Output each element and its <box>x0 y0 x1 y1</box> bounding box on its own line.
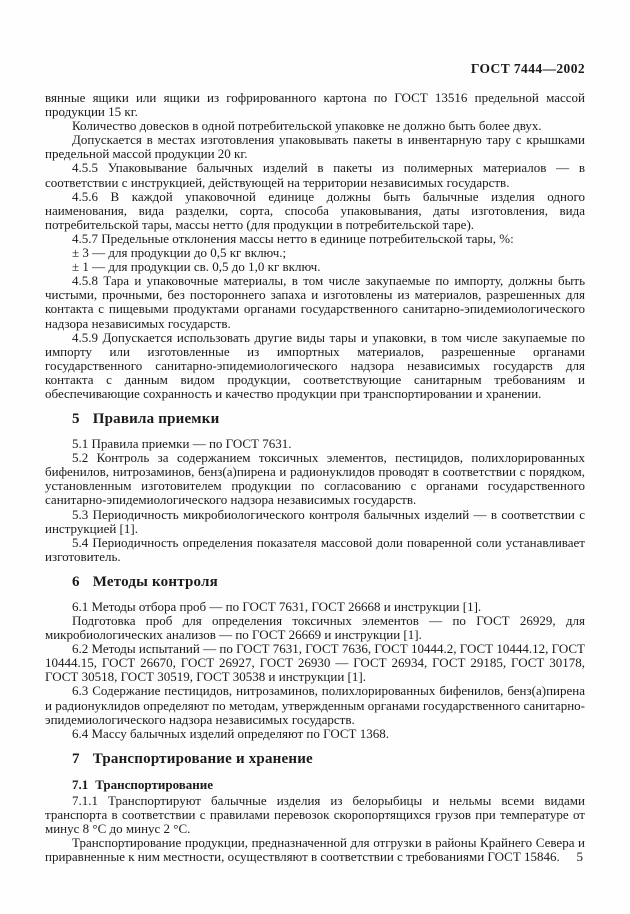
section-6-title: Методы контроля <box>92 573 218 590</box>
paragraph: Количество довесков в одной потребительской упаковке не должно быть более двух. <box>72 118 542 134</box>
section-7-number: 7 <box>72 750 80 767</box>
page-header <box>45 61 585 77</box>
paragraph-4-5-9: 4.5.9 Допускается использовать другие виды тары и упаковки, в том числе закупаемые по импорту или изготовленные из импортных материалов, разрешенные органами государственного санитарно-эпидемиологического надзора независимых государств для контакта с данным видом продукции, соответствующие санитарным требованиям и обеспечивающие сохранность и качество продукции при транспортировании и хранении. <box>45 329 585 401</box>
paragraph-6-1: 6.1 Методы отбора проб — по ГОСТ 7631, ГОСТ 26668 и инструкции [1]. <box>72 598 482 614</box>
paragraph-6-4: 6.4 Массу балычных изделий определяют по ГОСТ 1368. <box>72 725 389 741</box>
paragraph-6-2: 6.2 Методы испытаний — по ГОСТ 7631, ГОСТ 7636, ГОСТ 10444.2, ГОСТ 10444.12, ГОСТ 10444.15, ГОСТ 26670, ГОСТ 26927, ГОСТ 26930 — ГОСТ 26934, ГОСТ 29185, ГОСТ 30178, ГОСТ 30518, ГОСТ 30519, ГОСТ 30538 и инструкции [1]. <box>45 641 585 685</box>
page-number: 5 <box>576 849 583 864</box>
section-7-1-title: Транспортирование <box>95 776 214 792</box>
section-5-number: 5 <box>72 411 80 428</box>
paragraph: Подготовка проб для определения токсичных элементов — по ГОСТ 26929, для микробиологических анализов — по ГОСТ 26669 и инструкции [1]. <box>45 613 585 643</box>
paragraph: Допускается в местах изготовления упаковывать пакеты в инвентарную тару с крышками предельной массой продукции 20 кг. <box>45 132 585 162</box>
paragraph-5-1: 5.1 Правила приемки — по ГОСТ 7631. <box>72 436 292 452</box>
section-6-number: 6 <box>72 573 80 590</box>
standard-code: ГОСТ 7444—2002 <box>470 61 585 76</box>
paragraph-continuation: вянные ящики или ящики из гофрированного картона по ГОСТ 13516 предельной массой продукции 15 кг. <box>45 90 585 120</box>
document-body <box>45 91 585 864</box>
paragraph-7-1-1: 7.1.1 Транспортируют балычные изделия из белорыбицы и нельмы всеми видами транспорта в соответствии с правилами перевозок скоропортящихся грузов при температуре от минус 8 °С до минус 2 °С. <box>45 792 585 837</box>
section-5-heading <box>45 411 585 428</box>
section-5-title: Правила приемки <box>92 411 220 428</box>
paragraph-4-5-7: 4.5.7 Предельные отклонения массы нетто в единице потребительской тары, %: <box>72 230 514 246</box>
section-7-title: Транспортирование и хранение <box>92 750 313 767</box>
tolerance-item: ± 3 — для продукции до 0,5 кг включ.; <box>72 245 287 261</box>
section-6-heading <box>45 574 585 591</box>
paragraph-5-4: 5.4 Периодичность определения показателя массовой доли поваренной соли устанавливает изготовитель. <box>45 534 585 564</box>
section-7-heading <box>45 751 585 768</box>
paragraph-5-3: 5.3 Периодичность микробиологического контроля балычных изделий — в соответствии с инструкцией [1]. <box>45 506 585 536</box>
section-7-1-heading <box>45 777 585 792</box>
section-7-1-number: 7.1 <box>72 776 89 792</box>
paragraph-4-5-5: 4.5.5 Упаковывание балычных изделий в пакеты из полимерных материалов — в соответствии с инструкцией, действующей на территории независимых государств. <box>45 160 585 190</box>
paragraph: Транспортирование продукции, предназначенной для отгрузки в районы Крайнего Севера и приравненные к ним местности, осуществляют в соответствии с требованиями ГОСТ 15846. <box>45 835 585 865</box>
paragraph-5-2: 5.2 Контроль за содержанием токсичных элементов, пестицидов, полихлорированных бифенилов, нитрозаминов, бенз(а)пирена и радионуклидов проводят в соответствии с порядком, установленным изготовителем продукции по согласованию с органами государственного санитарно-эпидемиологического надзора независимых государств. <box>45 450 585 508</box>
paragraph-4-5-8: 4.5.8 Тара и упаковочные материалы, в том числе закупаемые по импорту, должны быть чистыми, прочными, без постороннего запаха и изготовлены из материалов, разрешенных для контакта с пищевыми продуктами органами государственного санитарно-эпидемиологического надзора независимых государств. <box>45 273 585 331</box>
tolerance-item: ± 1 — для продукции св. 0,5 до 1,0 кг включ. <box>72 259 321 275</box>
paragraph-4-5-6: 4.5.6 В каждой упаковочной единице должны быть балычные изделия одного наименования, вида разделки, сорта, способа упаковывания, даты изготовления, вида потребительской тары, массы нетто (для продукции в потребительской таре). <box>45 188 585 232</box>
paragraph-6-3: 6.3 Содержание пестицидов, нитрозаминов, полихлорированных бифенилов, бенз(а)пирена и радионуклидов определяют по методам, утвержденным органами государственного санитарно-эпидемиологического надзора независимых государств. <box>45 683 585 727</box>
